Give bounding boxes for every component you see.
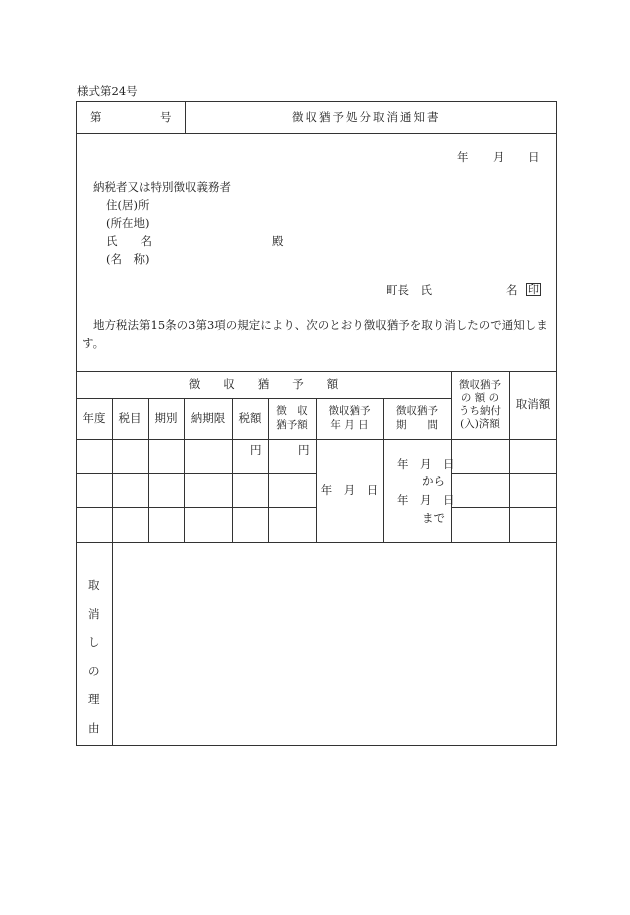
col-period-line1: 徴収猶予	[396, 405, 438, 418]
col-paid-line4: (入)済額	[460, 418, 500, 431]
col-yuyo-line2: 猶予額	[276, 418, 308, 431]
col-date	[316, 398, 383, 439]
reason-char-1: 取	[88, 578, 100, 592]
reason-char-3: し	[88, 635, 100, 649]
col-date-line2: 年 月 日	[330, 418, 369, 431]
period-from: から	[422, 474, 445, 488]
col-nendo: 年度	[82, 410, 106, 425]
period-to: まで	[422, 511, 445, 525]
col-yuyo-line1: 徴 収	[276, 405, 308, 418]
reason-label	[88, 580, 100, 751]
form-number: 様式第24号	[77, 84, 138, 98]
col-zeigaku: 税額	[238, 410, 262, 425]
reason-char-2: 消	[88, 606, 100, 621]
addressee-dono: 殿	[272, 234, 284, 248]
col-period	[383, 398, 451, 439]
header-divider	[185, 101, 186, 134]
issuer-label: 町長 氏	[386, 283, 432, 297]
col-paid	[451, 371, 509, 439]
period-to-date: 年 月 日	[397, 493, 455, 507]
body-text-line1: 地方税法第15条の3第3項の規定により、次のとおり徴収猶予を取り消したので通知しま	[93, 318, 548, 332]
addressee-name-label: 氏 名	[106, 234, 152, 248]
period-from-date: 年 月 日	[397, 457, 455, 471]
date-cell: 年 月 日	[320, 482, 379, 497]
reason-char-4: の	[88, 663, 100, 678]
col-period-line2: 期 間	[396, 418, 438, 431]
col-cancel: 取消額	[515, 397, 551, 412]
col-paid-line3: うち納付	[459, 405, 501, 417]
seal-mark: 印	[528, 283, 539, 296]
addressee-org-name: (名 称)	[106, 252, 150, 266]
col-zeimoku: 税目	[118, 410, 142, 425]
yen-unit-yuyo: 円	[298, 443, 310, 457]
date-year: 年	[457, 150, 469, 164]
header-go: 号	[160, 110, 172, 124]
document-title: 徴収猶予処分取消通知書	[292, 110, 441, 124]
issuer-mei: 名	[506, 283, 518, 297]
body-text-line2: す。	[82, 336, 105, 350]
yen-unit-tax: 円	[250, 443, 262, 457]
col-paid-line1: 徴収猶予	[459, 378, 501, 391]
date-month: 月	[493, 150, 505, 164]
table-row1-line-right	[451, 473, 557, 474]
date-day: 日	[528, 150, 540, 164]
group-header: 徴 収 猶 予 額	[188, 376, 339, 391]
col-paid-line2: の 額 の	[460, 391, 500, 404]
col-kibetsu: 期別	[154, 410, 178, 425]
col-yuyo	[268, 398, 316, 439]
reason-divider	[112, 542, 113, 746]
header-dai: 第	[90, 110, 102, 124]
col-date-line1: 徴収猶予	[328, 405, 371, 418]
addressee-address: 住(居)所	[106, 198, 150, 212]
addressee-label: 納税者又は特別徴収義務者	[93, 180, 231, 194]
reason-char-6: 由	[88, 720, 100, 735]
table-bottom-line	[76, 542, 557, 543]
addressee-location: (所在地)	[106, 216, 150, 230]
table-row2-line-right	[451, 507, 557, 508]
col-nouki: 納期限	[190, 410, 226, 425]
reason-char-5: 理	[88, 692, 100, 706]
